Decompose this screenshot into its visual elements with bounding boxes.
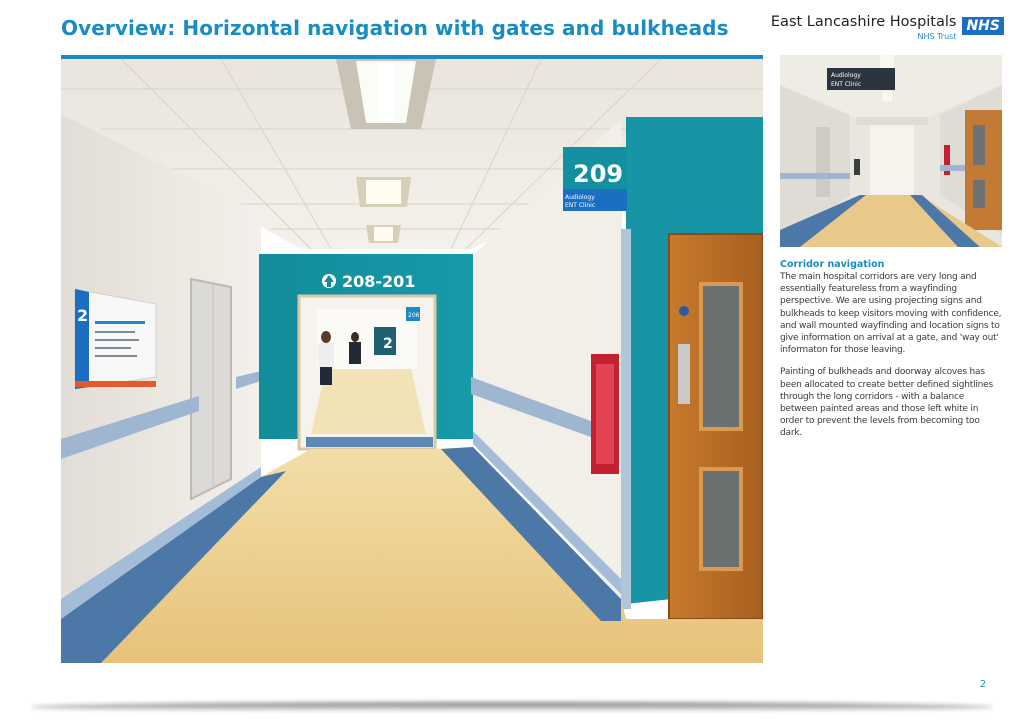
page-number: 2 — [980, 679, 987, 690]
thumb-sign-line1: Audiology — [831, 72, 861, 79]
description-column — [780, 259, 1002, 450]
room-sign-line1: Audiology — [565, 194, 595, 201]
corridor-photo — [61, 59, 763, 663]
gate-sign: 208-201 — [342, 272, 416, 291]
far-gate-sign: 206 — [408, 312, 420, 319]
organisation-name: East Lancashire Hospitals — [770, 14, 957, 30]
paragraph-painting: Painting of bulkheads and doorway alcoves has been allocated to create better defined sightlines through the long corridors - with a balance between painted areas and those left white in order to prevent the levels from becoming too dark. — [780, 367, 994, 439]
room-sign-number: 209 — [573, 160, 624, 188]
thumb-sign-line2: ENT Clinic — [831, 81, 862, 88]
paragraph-corridor-navigation: The main hospital corridors are very long and essentially featureless from a wayfinding perspective. We are using projecting signs and bulkheads to keep visitors moving with confidence, and wall mounted wayfinding and location signs to give information on arrival at a gate, and 'way out' informaton for those leaving. — [780, 272, 1002, 356]
wall-panel-number: 2 — [77, 306, 89, 325]
section-heading: Corridor navigation — [780, 259, 885, 270]
corridor-thumbnail-photo — [780, 55, 1002, 247]
brand-header — [771, 14, 1004, 41]
room-sign-line2: ENT Clinic — [565, 202, 596, 209]
far-wall-number: 2 — [383, 336, 393, 352]
nhs-logo: NHS — [962, 17, 1004, 35]
page-title: Overview: Horizontal navigation with gates and bulkheads — [61, 16, 729, 40]
page-shadow — [30, 702, 994, 712]
trust-name: NHS Trust — [917, 32, 957, 41]
brand-text — [771, 14, 957, 41]
